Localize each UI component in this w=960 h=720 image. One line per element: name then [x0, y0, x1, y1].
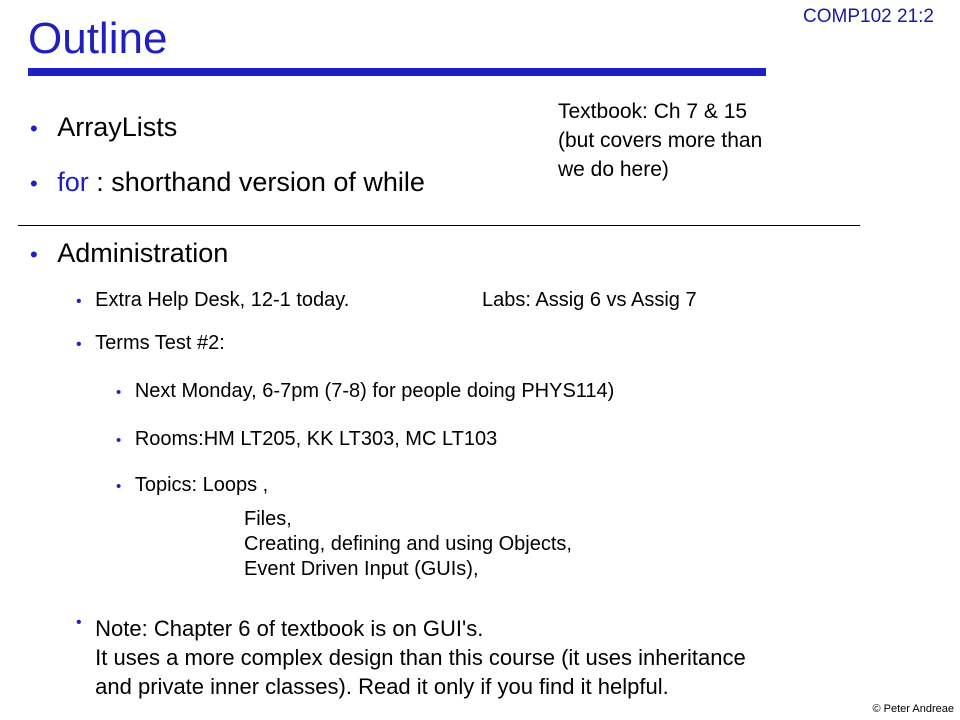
note-text: Note: Chapter 6 of textbook is on GUI's. It uses a more complex design than this course (it uses inheritance and private inner classes). Read it only if you find it helpful.	[95, 616, 746, 699]
terms-test-item	[76, 332, 225, 355]
bullet-administration	[30, 238, 228, 269]
for-description: : shorthand version of while	[96, 167, 425, 197]
bullet-glyph: •	[30, 242, 38, 267]
labs-text: Labs: Assig 6 vs Assig 7	[482, 289, 697, 311]
bullet-glyph: •	[76, 614, 82, 631]
course-code: COMP102 21:2	[803, 6, 934, 27]
terms-test-text: Terms Test #2:	[95, 332, 225, 354]
rooms-item	[116, 428, 497, 451]
topics-continued: Files, Creating, defining and using Objects, Event Driven Input (GUIs),	[244, 508, 572, 580]
bullet-glyph: •	[76, 336, 82, 353]
administration-text: Administration	[57, 238, 229, 268]
next-monday-text: Next Monday, 6-7pm (7-8) for people doing PHYS114)	[134, 380, 615, 402]
help-desk-item	[76, 289, 349, 312]
section-divider	[18, 225, 860, 226]
topics-item	[116, 474, 268, 497]
bullet-glyph: •	[116, 478, 122, 495]
bullet-glyph: •	[116, 432, 122, 449]
bullet-glyph: •	[30, 171, 38, 196]
arraylists-text: ArrayLists	[57, 112, 178, 142]
bullet-glyph: •	[116, 384, 122, 401]
bullet-glyph: •	[30, 116, 38, 141]
topics-text: Topics: Loops ,	[134, 474, 269, 496]
textbook-note: Textbook: Ch 7 & 15 (but covers more than we do here)	[558, 100, 763, 181]
copyright: © Peter Andreae	[872, 703, 954, 715]
help-desk-text: Extra Help Desk, 12-1 today.	[95, 289, 350, 311]
rooms-text: Rooms:HM LT205, KK LT303, MC LT103	[134, 428, 498, 450]
for-keyword: for	[57, 167, 89, 197]
slide-title: Outline	[28, 14, 168, 63]
bullet-arraylists	[30, 112, 177, 143]
next-monday-item	[116, 380, 614, 403]
bullet-for	[30, 167, 425, 198]
title-underline	[28, 68, 766, 76]
note-item	[76, 614, 746, 701]
bullet-glyph: •	[76, 293, 82, 310]
